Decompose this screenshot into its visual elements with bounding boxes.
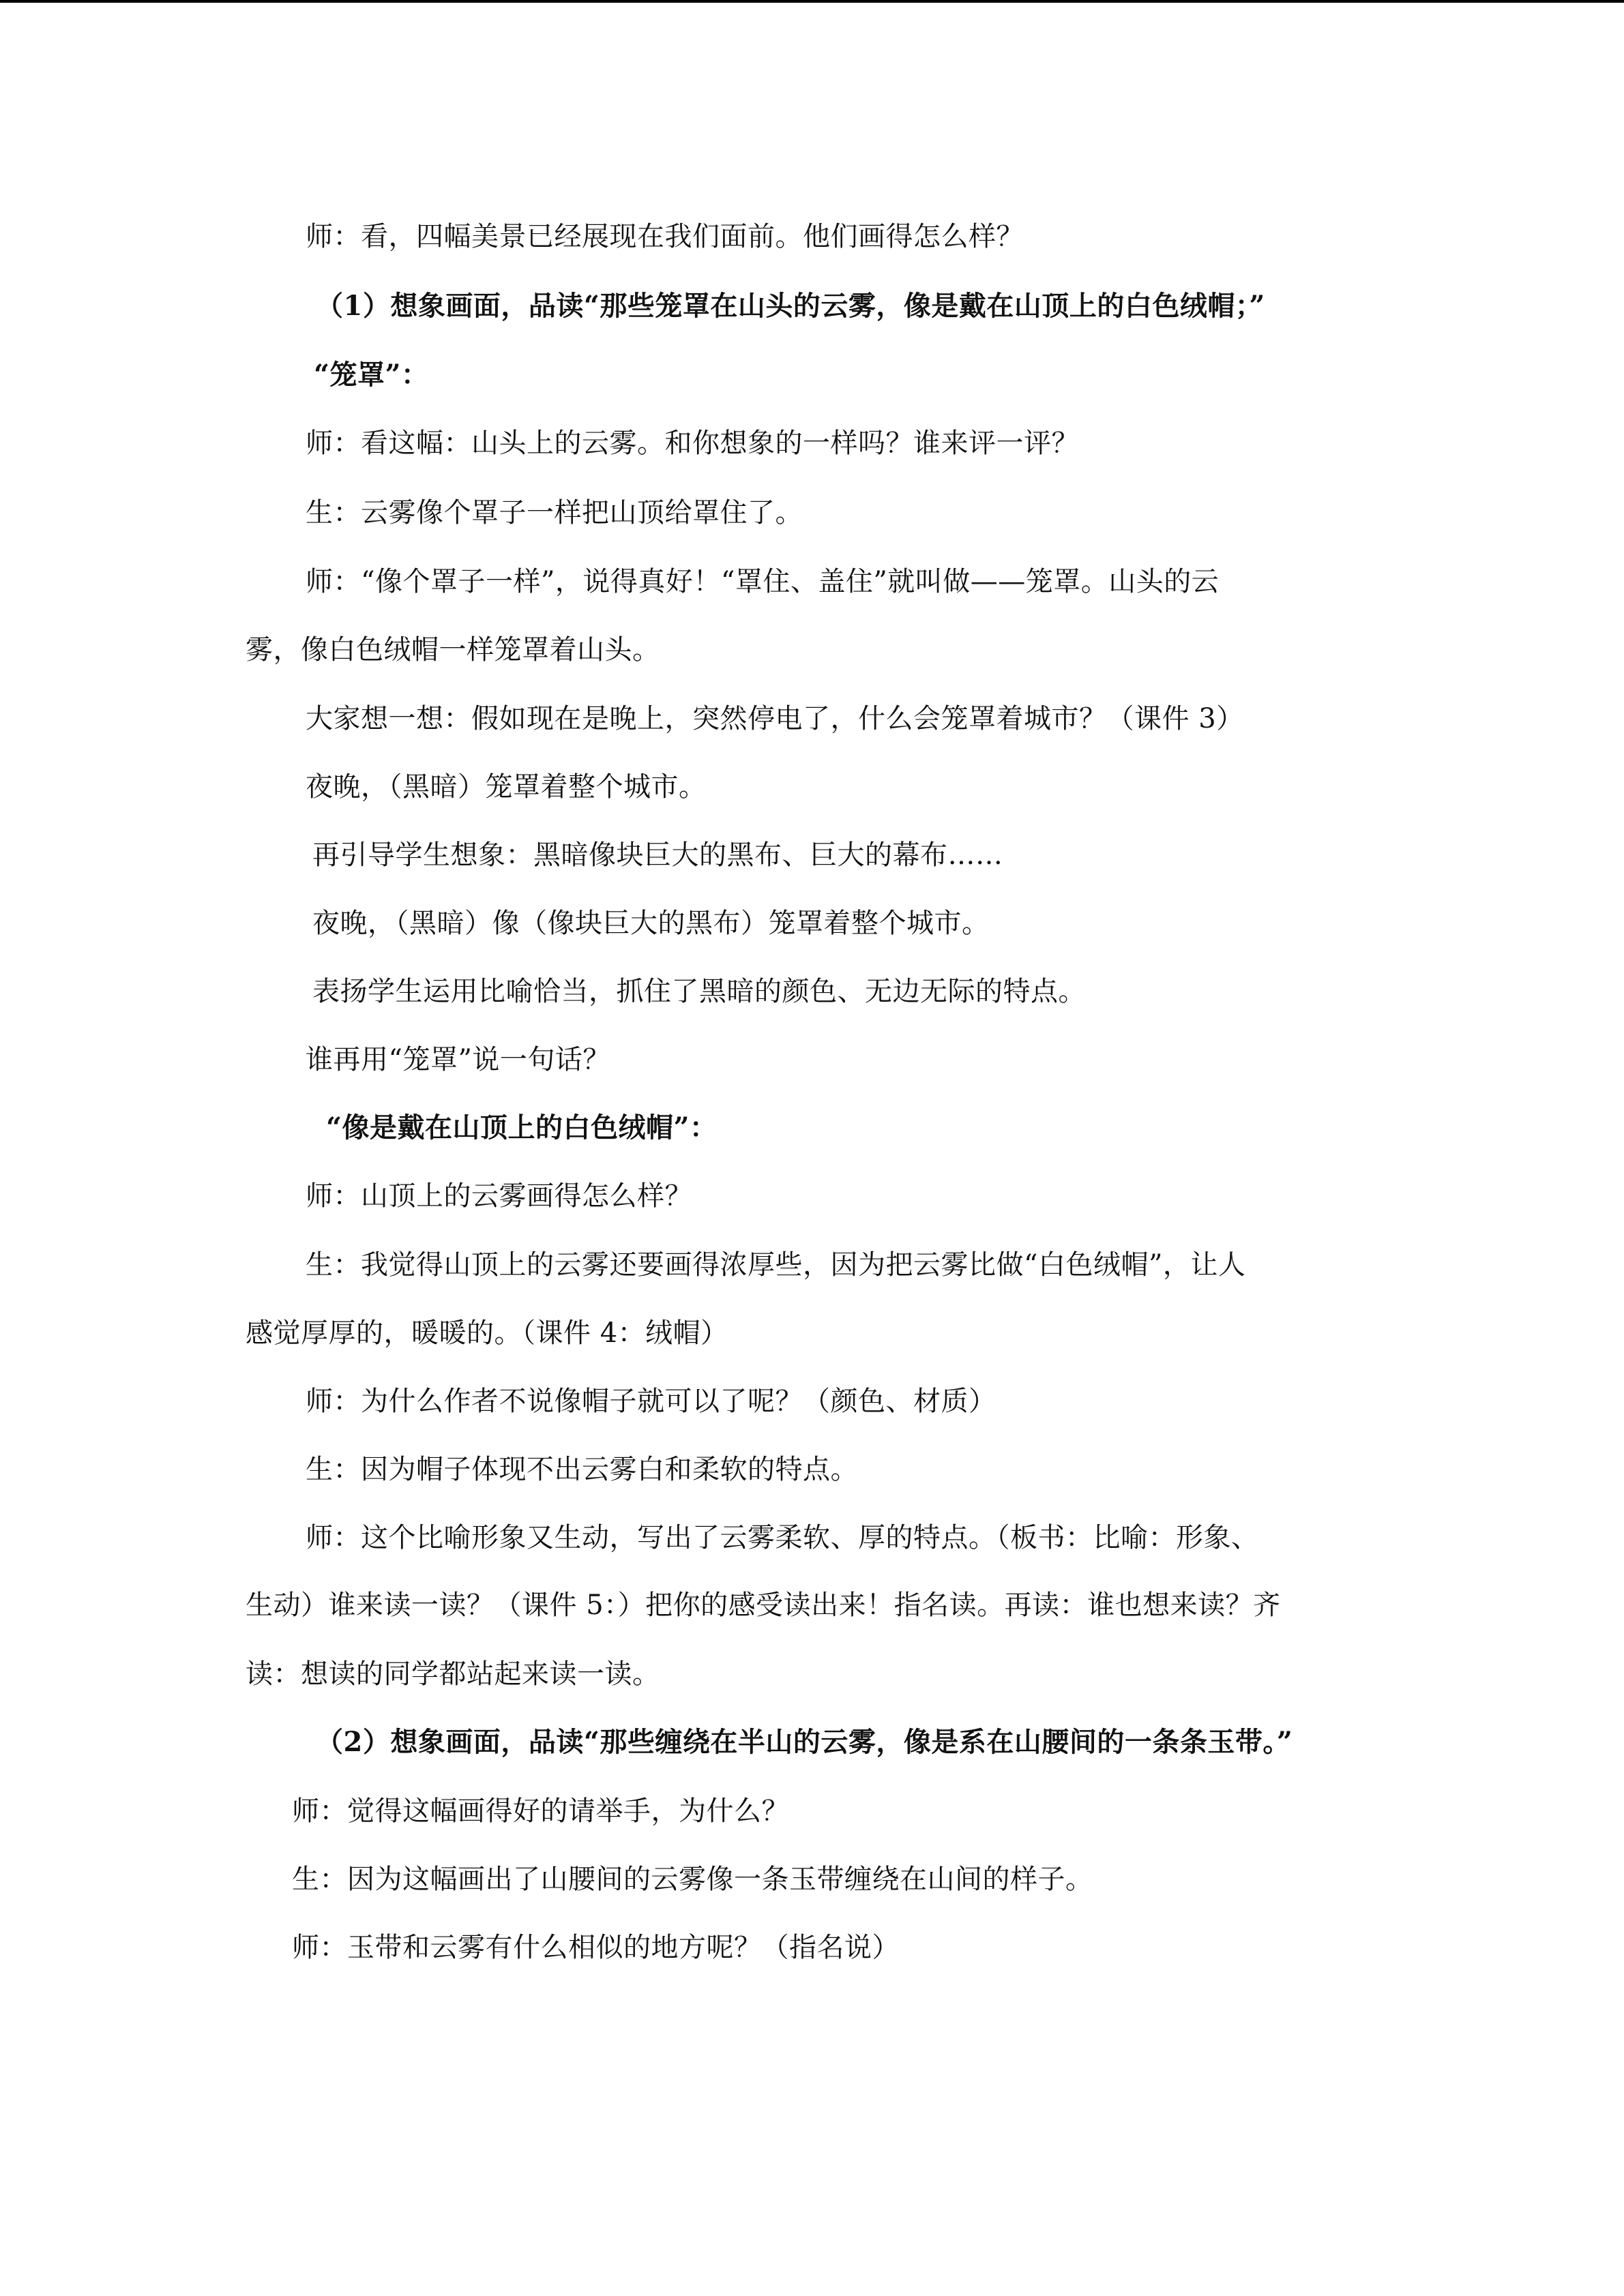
text-line: 表扬学生运用比喻恰当，抓住了黑暗的颜色、无边无际的特点。 [312,976,1086,1007]
text-line: 生：我觉得山顶上的云雾还要画得浓厚些，因为把云雾比做“白色绒帽”，让人 [306,1249,1246,1281]
text-line: 夜晚，（黑暗）像（像块巨大的黑布）笼罩着整个城市。 [312,908,990,939]
text-line: 师：玉带和云雾有什么相似的地方呢？（指名说） [292,1932,900,1963]
subheading: “笼罩”： [314,359,429,391]
text-line: 大家想一想：假如现在是晚上，突然停电了，什么会笼罩着城市？（课件 3） [306,703,1244,734]
subheading: “像是戴在山顶上的白色绒帽”： [326,1112,718,1144]
text-line: 生：因为这幅画出了山腰间的云雾像一条玉带缠绕在山间的样子。 [292,1864,1093,1895]
text-line: 师：这个比喻形象又生动，写出了云雾柔软、厚的特点。（板书：比喻：形象、 [306,1522,1259,1553]
text-line: 夜晚，（黑暗）笼罩着整个城市。 [306,771,707,803]
text-line: 师：“像个罩子一样”，说得真好！“罩住、盖住”就叫做——笼罩。山头的云 [306,566,1220,597]
text-line: 师：看，四幅美景已经展现在我们面前。他们画得怎么样？ [306,221,1024,252]
text-line: 生动）谁来读一读？（课件 5：）把你的感受读出来！指名读。再读：谁也想来读？齐 [246,1590,1281,1621]
text-line: 再引导学生想象：黑暗像块巨大的黑布、巨大的幕布…… [312,839,1003,871]
section-heading: （2）想象画面，品读“那些缠绕在半山的云雾，像是系在山腰间的一条条玉带。” [316,1726,1293,1758]
text-line: 师：为什么作者不说像帽子就可以了呢？（颜色、材质） [306,1386,996,1417]
section-heading: （1）想象画面，品读“那些笼罩在山头的云雾，像是戴在山顶上的白色绒帽；” [316,290,1265,322]
text-line: 生：因为帽子体现不出云雾白和柔软的特点。 [306,1454,858,1485]
text-line: 师：看这幅：山头上的云雾。和你想象的一样吗？谁来评一评？ [306,428,1079,459]
text-line: 师：山顶上的云雾画得怎么样？ [306,1180,692,1212]
text-line: 读：想读的同学都站起来读一读。 [246,1658,660,1690]
text-line: 感觉厚厚的，暖暖的。（课件 4：绒帽） [246,1317,728,1349]
text-line: 谁再用“笼罩”说一句话？ [306,1044,610,1075]
text-line: 生：云雾像个罩子一样把山顶给罩住了。 [306,497,803,528]
text-line: 雾，像白色绒帽一样笼罩着山头。 [246,634,660,666]
text-line: 师：觉得这幅画得好的请举手，为什么？ [292,1795,789,1827]
